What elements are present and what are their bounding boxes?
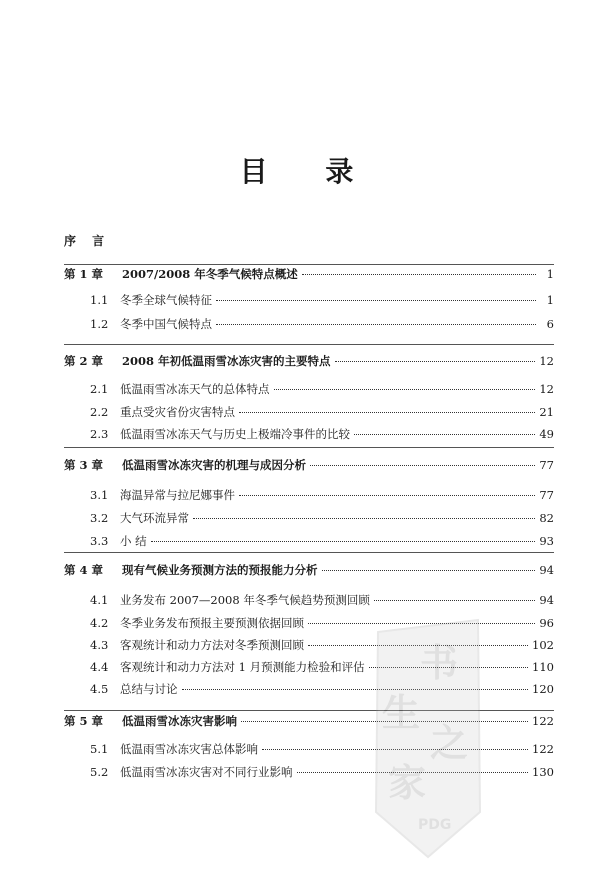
toc-page-number: 130: [532, 765, 554, 779]
toc-chapter-entry[interactable]: [64, 562, 554, 580]
toc-entry-title: 低温雨雪冰冻天气的总体特点: [120, 382, 270, 396]
toc-entry-number: 第 1 章: [64, 267, 104, 281]
toc-page-number: 77: [539, 458, 554, 472]
toc-entry-number: 4.5: [90, 682, 109, 696]
toc-section-entry[interactable]: [90, 487, 554, 505]
toc-page-number: 21: [539, 405, 554, 419]
toc-entry-number: 第 3 章: [64, 458, 104, 472]
toc-entry-title: 现有气候业务预测方法的预报能力分析: [122, 563, 318, 577]
toc-section-entry[interactable]: [90, 316, 554, 334]
toc-entry-number: 4.3: [90, 638, 109, 652]
watermark-char: 生: [382, 690, 421, 735]
preface-heading: 序 言: [64, 234, 111, 248]
toc-entry-number: 5.2: [90, 765, 109, 779]
toc-entry-number: 第 2 章: [64, 354, 104, 368]
toc-page-number: 49: [539, 427, 554, 441]
toc-entry-number: 2.1: [90, 382, 109, 396]
dot-leader: [239, 495, 535, 496]
dot-leader: [354, 434, 535, 435]
toc-entry-title: 2007/2008 年冬季气候特点概述: [122, 267, 298, 281]
toc-section-entry[interactable]: [90, 510, 554, 528]
dot-leader: [310, 465, 535, 466]
toc-entry-number: 3.1: [90, 488, 109, 502]
toc-entry-number: 1.1: [90, 293, 109, 307]
toc-chapter-entry[interactable]: [64, 266, 554, 284]
dot-leader: [216, 300, 536, 301]
toc-entry-number: 2.3: [90, 427, 109, 441]
dot-leader: [335, 361, 536, 362]
dot-leader: [322, 570, 536, 571]
toc-page-number: 12: [539, 354, 554, 368]
dot-leader: [193, 518, 535, 519]
toc-entry-title: 海温异常与拉尼娜事件: [120, 488, 235, 502]
toc-entry-title: 冬季全球气候特征: [120, 293, 212, 307]
toc-entry-title: 低温雨雪冰冻灾害的机理与成因分析: [122, 458, 306, 472]
watermark-char: 之: [430, 720, 469, 765]
toc-entry-title: 冬季中国气候特点: [120, 317, 212, 331]
toc-entry-number: 3.2: [90, 511, 109, 525]
toc-entry-title: 大气环流异常: [120, 511, 189, 525]
toc-page-number: 96: [539, 616, 554, 630]
toc-section-entry[interactable]: [90, 381, 554, 399]
toc-entry-number: 2.2: [90, 405, 109, 419]
toc-entry-title: 重点受灾省份灾害特点: [120, 405, 235, 419]
toc-entry-number: 4.4: [90, 660, 109, 674]
toc-page-number: 122: [532, 714, 554, 728]
toc-entry-title: 客观统计和动力方法对 1 月预测能力检验和评估: [120, 660, 365, 674]
toc-page-number: 120: [532, 682, 554, 696]
toc-entry-title: 低温雨雪冰冻天气与历史上极端冷事件的比较: [120, 427, 350, 441]
toc-entry-number: 1.2: [90, 317, 109, 331]
toc-entry-number: 3.3: [90, 534, 109, 548]
toc-page-number: 1: [546, 293, 554, 307]
toc-page-number: 94: [539, 593, 554, 607]
toc-page-number: 94: [539, 563, 554, 577]
toc-entry-title: 客观统计和动力方法对冬季预测回顾: [120, 638, 304, 652]
toc-chapter-entry[interactable]: [64, 457, 554, 475]
watermark-char: 家: [388, 760, 427, 805]
toc-entry-title: 小 结: [120, 534, 147, 548]
dot-leader: [274, 389, 536, 390]
toc-page-number: 6: [546, 317, 554, 331]
watermark-label: PDG: [418, 817, 452, 833]
toc-entry-title: 2008 年初低温雨雪冰冻灾害的主要特点: [122, 354, 331, 368]
dot-leader: [239, 412, 535, 413]
dot-leader: [216, 324, 536, 325]
toc-page-number: 122: [532, 742, 554, 756]
dot-leader: [151, 541, 536, 542]
toc-page-number: 110: [532, 660, 554, 674]
toc-page-number: 102: [532, 638, 554, 652]
toc-page-number: 12: [539, 382, 554, 396]
toc-section-entry[interactable]: [90, 426, 554, 444]
dot-leader: [302, 274, 536, 275]
toc-page-number: 1: [546, 267, 554, 281]
toc-entry-number: 4.2: [90, 616, 109, 630]
toc-entry-title: 总结与讨论: [120, 682, 178, 696]
toc-entry-title: 业务发布 2007—2008 年冬季气候趋势预测回顾: [120, 593, 370, 607]
toc-section-entry[interactable]: [90, 533, 554, 551]
toc-entry-number: 第 4 章: [64, 563, 104, 577]
toc-chapter-entry[interactable]: [64, 353, 554, 371]
watermark-seal: [368, 612, 488, 862]
dot-leader: [374, 600, 536, 601]
divider: [64, 552, 554, 553]
toc-page-number: 77: [539, 488, 554, 502]
divider: [64, 344, 554, 345]
toc-page-number: 82: [539, 511, 554, 525]
toc-entry-number: 4.1: [90, 593, 109, 607]
toc-entry-title: 低温雨雪冰冻灾害影响: [122, 714, 237, 728]
toc-section-entry[interactable]: [90, 592, 554, 610]
toc-entry-number: 第 5 章: [64, 714, 104, 728]
divider: [64, 447, 554, 448]
toc-entry-title: 冬季业务发布预报主要预测依据回顾: [120, 616, 304, 630]
watermark-char: 书: [420, 640, 459, 685]
toc-entry-title: 低温雨雪冰冻灾害总体影响: [120, 742, 258, 756]
toc-entry-title: 低温雨雪冰冻灾害对不同行业影响: [120, 765, 293, 779]
toc-page-number: 93: [539, 534, 554, 548]
toc-section-entry[interactable]: [90, 404, 554, 422]
toc-section-entry[interactable]: [90, 292, 554, 310]
toc-entry-number: 5.1: [90, 742, 109, 756]
page-title: 目 录: [239, 155, 378, 188]
divider: [64, 264, 554, 265]
